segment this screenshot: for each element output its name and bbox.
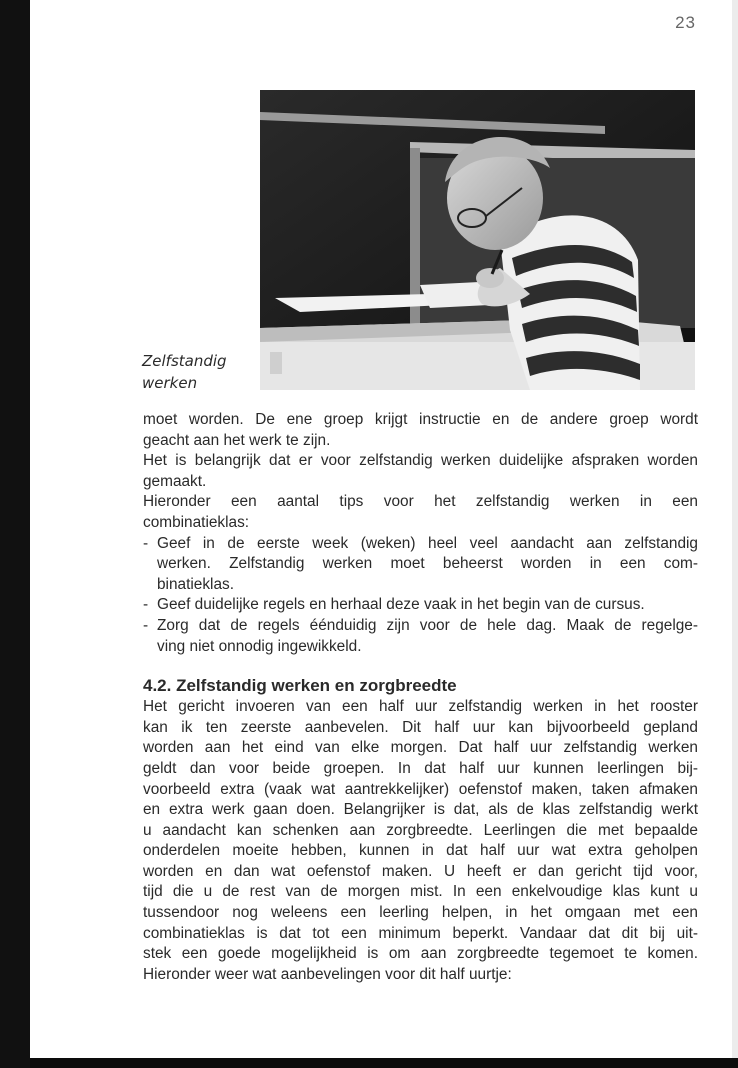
text-line: Geef in de eerste week (weken) heel veel aandacht aan zelfstandig [157,534,698,552]
text-line: combinatieklas: [143,513,250,531]
text-line: tussendoor nog weleens een leerling helpen, in het omgaan met een [143,904,698,922]
text-line: geldt dan voor beide groepen. In dat half uur kunnen leerlingen bij- [143,759,698,777]
section-heading: 4.2. Zelfstandig werken en zorgbreedte [143,676,457,696]
text-line: voorbeeld extra (vaak wat aantrekkelijker) oefenstof maken, taken afmaken [143,780,698,798]
section-body [143,697,698,985]
text-line: u aandacht kan schenken aan zorgbreedte. Leerlingen die met bepaalde [143,821,698,839]
page-right-edge [732,0,738,1068]
paragraph [143,451,698,492]
text-line: tijd die u de rest van de morgen mist. In een enkelvoudige klas kunt u [143,883,698,901]
text-line: Het is belangrijk dat er voor zelfstandig werken duidelijke afspraken worden [143,452,698,470]
text-line: Zorg dat de regels éénduidig zijn voor de hele dag. Maak de regelge- [157,616,698,634]
text-line: binatieklas. [157,575,234,593]
page-bottom-edge [30,1058,738,1068]
text-line: Het gericht invoeren van een half uur zelfstandig werken in het rooster [143,698,698,716]
body-text [143,410,698,985]
list-item [143,616,698,657]
list-item [143,595,698,616]
paragraph [143,492,698,533]
list-item [143,534,698,596]
text-line: worden aan het eind van elke morgen. Dat half uur zelfstandig werken [143,739,698,757]
paragraph [143,410,698,451]
caption-line: Zelfstandig [142,352,227,370]
photo-illustration [260,90,695,390]
text-line: stek een goede mogelijkheid is om aan zorgbreedte tegemoet te komen. [143,945,698,963]
text-line: geacht aan het werk te zijn. [143,431,331,449]
list-dash: - [143,596,149,614]
text-line: kan ik ten zeerste aanbevelen. Dit half uur kan bijvoorbeeld gepland [143,718,698,736]
text-line: gemaakt. [143,472,207,490]
text-line: ving niet onnodig ingewikkeld. [157,637,362,655]
list-dash: - [143,616,149,634]
caption-line: werken [142,374,198,392]
photo-child-writing [260,90,695,390]
text-line: moet worden. De ene groep krijgt instructie en de andere groep wordt [143,411,698,428]
text-line: Geef duidelijke regels en herhaal deze vaak in het begin van de cursus. [157,596,645,614]
tips-list [143,534,698,658]
text-line: onderdelen moeite hebben, kunnen in dat half uur wat extra geholpen [143,842,698,860]
text-line: en extra werk gaan doen. Belangrijker is dat, als de klas zelfstandig werkt [143,801,698,819]
list-dash: - [143,534,149,552]
text-line: combinatieklas is dat tot een minimum beperkt. Vandaar dat dit bij uit- [143,924,698,942]
photo-caption [142,350,252,394]
page-number: 23 [675,13,696,32]
book-spine-shadow [0,0,30,1068]
text-line: Hieronder weer wat aanbevelingen voor dit half uurtje: [143,965,512,983]
desk-bracket [270,352,282,374]
text-line: worden en dan wat oefenstof maken. U heeft er dan gericht tijd voor, [143,862,698,880]
text-line: Hieronder een aantal tips voor het zelfstandig werken in een [143,493,698,511]
text-line: werken. Zelfstandig werken moet beheerst worden in een com- [157,555,698,573]
hand [476,268,504,288]
